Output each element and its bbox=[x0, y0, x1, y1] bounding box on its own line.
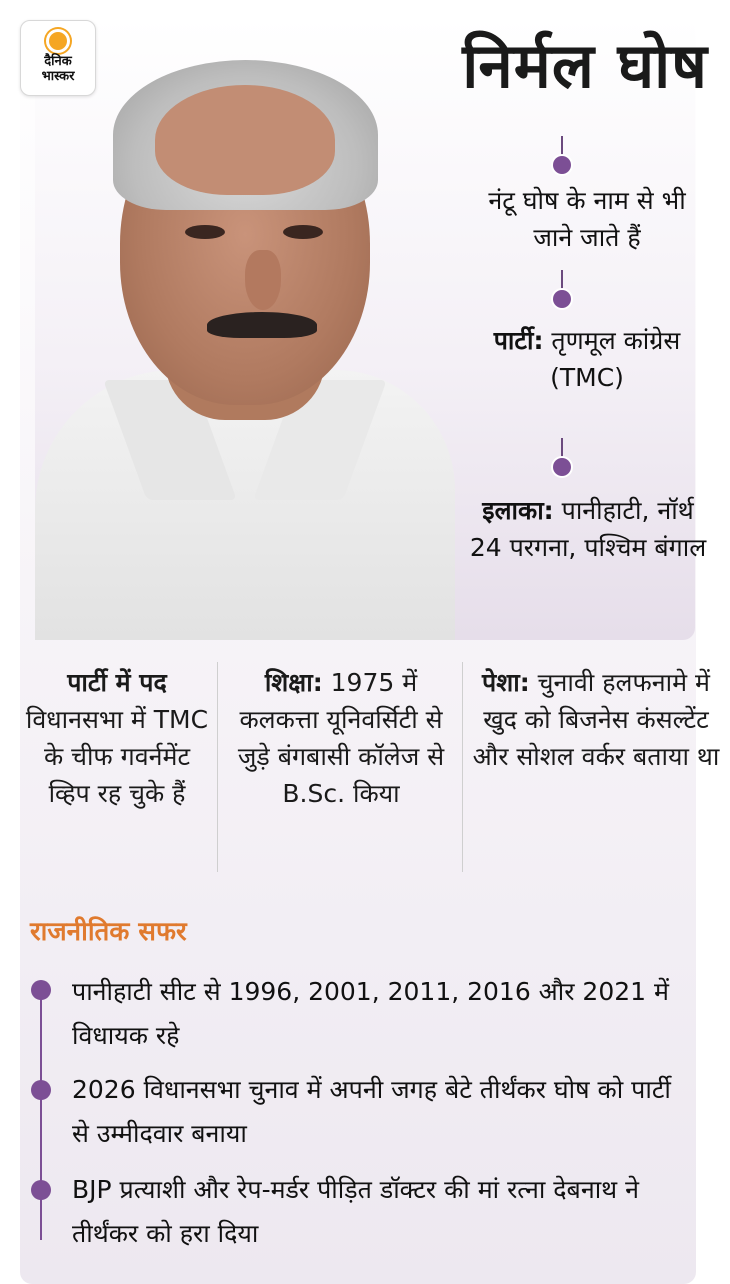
journey-dot bbox=[31, 1180, 51, 1200]
education-text: 1975 में कलकत्ता यूनिवर्सिटी से जुड़े बंगबासी कॉलेज से B.Sc. किया bbox=[237, 668, 445, 808]
profession-label: पेशा: bbox=[482, 668, 530, 697]
column-profession bbox=[470, 664, 722, 775]
column-divider bbox=[462, 662, 463, 872]
party-label: पार्टी: bbox=[493, 326, 544, 355]
area-label: इलाका: bbox=[482, 496, 554, 525]
journey-timeline-line bbox=[40, 990, 42, 1240]
timeline-dot bbox=[553, 156, 571, 174]
timeline-dot bbox=[553, 290, 571, 308]
journey-dot bbox=[31, 980, 51, 1000]
profession-text: चुनावी हलफनामे में खुद को बिजनेस कंसल्टेंट और सोशल वर्कर बताया था bbox=[472, 668, 720, 771]
page-title: निर्मल घोष bbox=[462, 29, 708, 102]
timeline-dot bbox=[553, 458, 571, 476]
sun-icon bbox=[49, 32, 67, 50]
timeline-item-area bbox=[468, 492, 708, 566]
timeline-item-party bbox=[472, 322, 702, 396]
party-post-label: पार्टी में पद bbox=[67, 668, 167, 697]
education-label: शिक्षा: bbox=[264, 668, 323, 697]
section-title-political-journey: राजनीतिक सफर bbox=[30, 917, 187, 947]
column-party-post bbox=[22, 664, 212, 812]
dainik-bhaskar-logo bbox=[20, 20, 96, 96]
party-post-text: विधानसभा में TMC के चीफ गवर्नमेंट व्हिप रह चुके हैं bbox=[25, 705, 209, 808]
party-value: तृणमूल कांग्रेस (TMC) bbox=[543, 326, 681, 392]
column-divider bbox=[217, 662, 218, 872]
journey-dot bbox=[31, 1080, 51, 1100]
portrait-photo bbox=[35, 40, 465, 640]
column-education bbox=[228, 664, 454, 812]
journey-item: 2026 विधानसभा चुनाव में अपनी जगह बेटे तीर्थंकर घोष को पार्टी से उम्मीदवार बनाया bbox=[72, 1075, 671, 1148]
journey-item: पानीहाटी सीट से 1996, 2001, 2011, 2016 और 2021 में विधायक रहे bbox=[72, 977, 669, 1050]
timeline-item-nickname: नंटू घोष के नाम से भी जाने जाते हैं bbox=[488, 186, 686, 252]
area-value: पानीहाटी, नॉर्थ 24 परगना, पश्चिम बंगाल bbox=[469, 496, 707, 562]
logo-text-line1: दैनिक bbox=[44, 54, 72, 69]
logo-text-line2: भास्कर bbox=[41, 69, 75, 84]
journey-item: BJP प्रत्याशी और रेप-मर्डर पीड़ित डॉक्टर की मां रत्ना देबनाथ ने तीर्थंकर को हरा दिया bbox=[72, 1175, 639, 1248]
